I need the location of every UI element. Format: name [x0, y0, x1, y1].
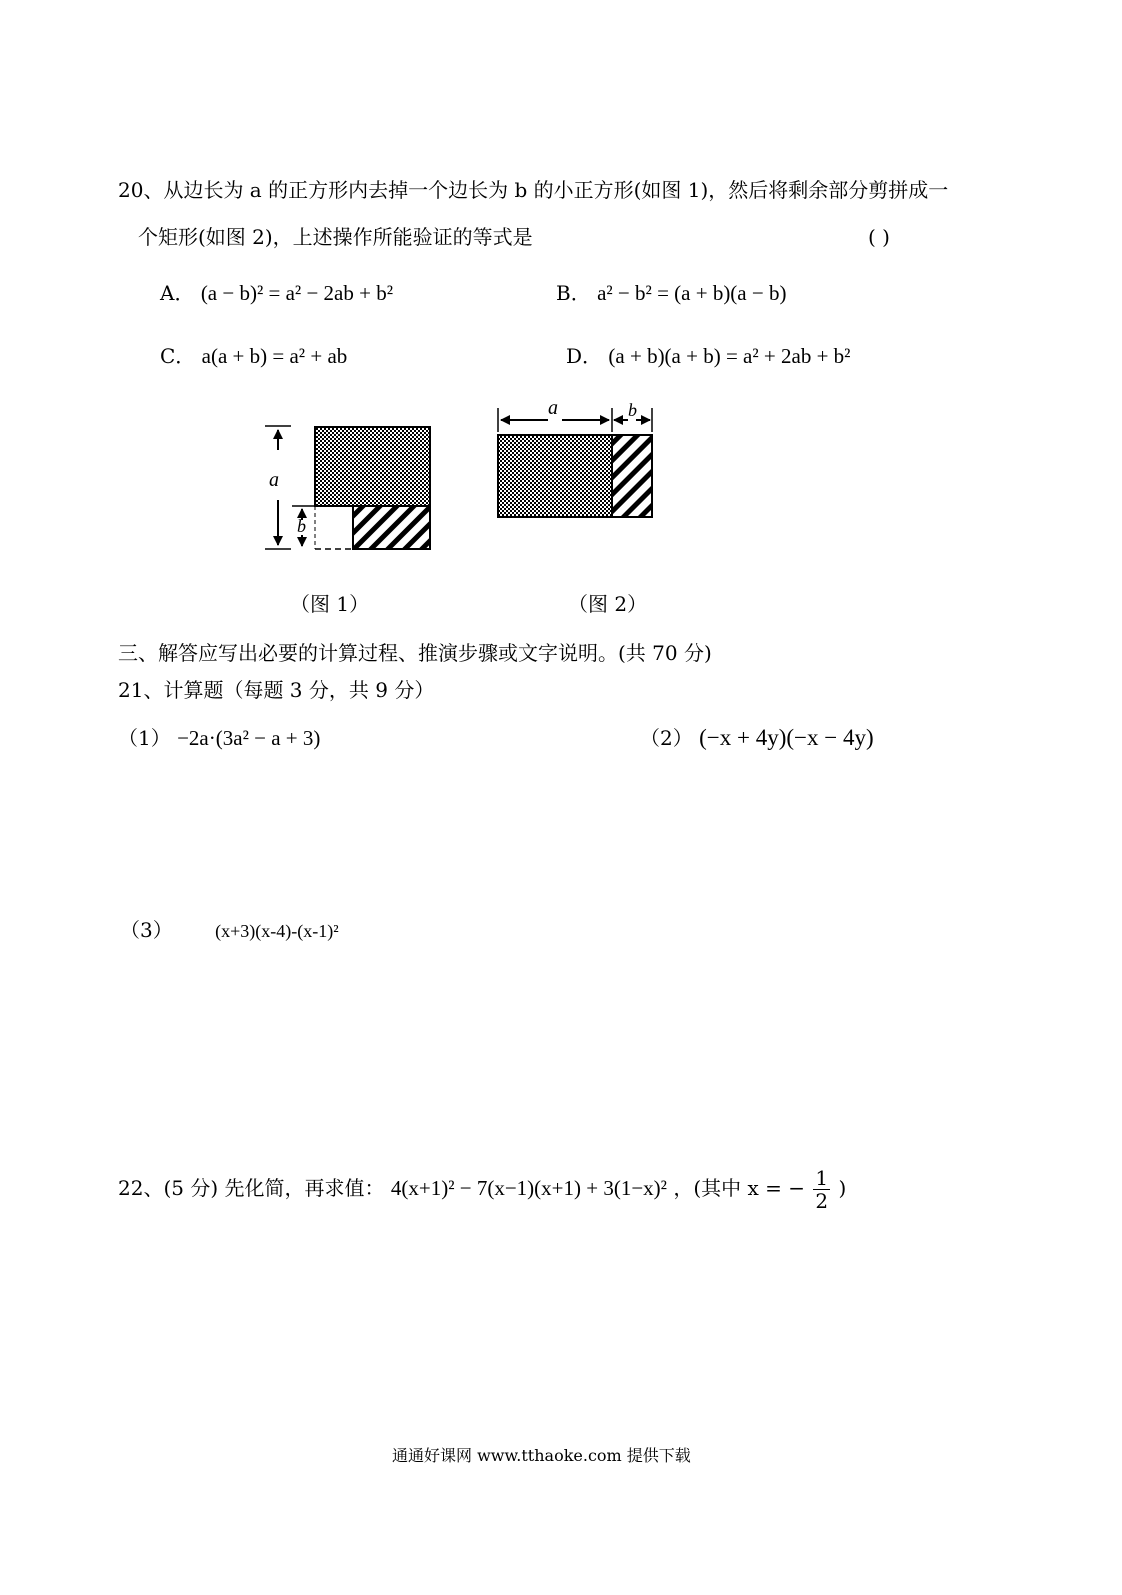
fig2-label-b: b: [628, 400, 637, 420]
fig1-label-a: a: [269, 469, 279, 491]
fig2-caption: （图 2）: [568, 592, 648, 616]
fraction-numerator: 1: [815, 1166, 829, 1190]
figure-1: [265, 426, 430, 549]
q21-part1: [118, 726, 320, 750]
part-label: （3）: [120, 918, 173, 942]
fig2-dotted-rect: [498, 435, 612, 517]
q22-condition-suffix: ): [838, 1176, 847, 1200]
option-formula: (a − b)² = a² − 2ab + b²: [200, 281, 394, 305]
q20-answer-bracket: ( ): [868, 225, 890, 249]
option-label: A．: [160, 281, 195, 305]
q21-heading: 21、计算题（每题 3 分，共 9 分）: [118, 678, 435, 702]
q20-line1: 20、从边长为 a 的正方形内去掉一个边长为 b 的小正方形(如图 1)，然后将剩余部分剪拼成一: [118, 178, 949, 202]
footer-text: 通通好课网 www.tthaoke.com 提供下载: [392, 1446, 691, 1465]
q22-fraction: [813, 1167, 830, 1212]
option-formula: a² − b² = (a + b)(a − b): [597, 281, 787, 305]
q22-label: 22、(5 分) 先化简，再求值：: [118, 1176, 385, 1200]
option-label: B．: [556, 281, 591, 305]
figure-2: [498, 397, 652, 517]
q22-condition-prefix: ，(其中 x = −: [673, 1176, 805, 1200]
fig1-caption: （图 1）: [290, 592, 370, 616]
q20-figures: [0, 0, 1122, 620]
part-label: （2）: [640, 726, 693, 750]
q21-part2: [640, 726, 874, 750]
fig2-hatched-rect: [612, 435, 652, 517]
q22-formula: 4(x+1)² − 7(x−1)(x+1) + 3(1−x)²: [390, 1176, 667, 1200]
fig1-remaining-region: [315, 427, 430, 506]
part-label: （1）: [118, 726, 171, 750]
section3-heading: 三、解答应写出必要的计算过程、推演步骤或文字说明。(共 70 分): [118, 641, 712, 665]
q21-part3: [120, 918, 339, 943]
fig1-hatched-region: [353, 506, 430, 549]
fig1-label-b: b: [297, 516, 306, 536]
q22: [118, 1164, 846, 1212]
part-formula: (−x + 4y)(−x − 4y): [699, 725, 874, 750]
part-formula: −2a·(3a² − a + 3): [177, 726, 321, 750]
option-label: C．: [160, 344, 196, 368]
part-formula: (x+3)(x-4)-(x-1)²: [215, 921, 339, 941]
option-label: D．: [566, 344, 603, 368]
option-formula: a(a + b) = a² + ab: [201, 344, 348, 368]
fraction-denominator: 2: [815, 1189, 829, 1213]
option-formula: (a + b)(a + b) = a² + 2ab + b²: [608, 344, 851, 368]
fig2-label-a: a: [548, 397, 558, 419]
q20-line2: 个矩形(如图 2)，上述操作所能验证的等式是: [138, 225, 533, 249]
